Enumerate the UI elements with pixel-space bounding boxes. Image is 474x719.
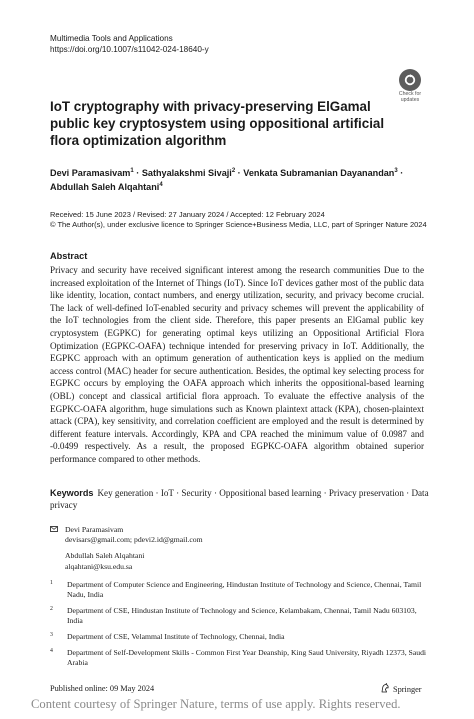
contact-name: Devi Paramasivam	[65, 525, 124, 534]
contact-email[interactable]: alqahtani@ksu.edu.sa	[65, 561, 133, 571]
affiliation-number: 4	[50, 648, 53, 654]
badge-line-1: Check for	[398, 91, 422, 97]
author-separator: ·	[235, 168, 244, 179]
author[interactable]: Abdullah Saleh Alqahtani$^4$	[50, 182, 163, 193]
abstract-text: Privacy and security have received significant interest among the research communities Due to the increased exploitation of the Internet of Things (IoT). Since IoT devices gather most of the public data like identity, location, contact numbers, and energy utilization, security, and privacy become crucial. The lack of well-defined IoT-enabled security and privacy schemes will prevent the applicability of the IoT technologies from the client side. Therefore, this paper presents an ElGamal public key cryptosystem (EGPKC) for generating optimal keys utilizing an Oppositional Artificial Flora Optimization (EGPKC-OAFA) technique intended for preserving privacy in IoT. Additionally, the EGPKC approach with an optimum generation of authentication keys is applied on the medium access control (MAC) header for secure authentication. Besides, the optimal key selecting process for EGPKC occurs by employing the OAFA approach which inherits the oppositional-based learning (OBL) concept and classical artificial flora approach. To evaluate the effective analysis of the EGPKC-OAFA algorithm, huge simulations such as Known plaintext attack (KPA), chosen-plaintext attack (CPA), key sensitivity, and correlation coefficient are employed and the result is determined by different feature intervals. Accordingly, KPA and CPA reached the minimum value of 0.0987 and -0.0499 respectively. As a result, the proposed EGPKC-OAFA algorithm obtained superior performance compared to other methods.	[50, 265, 424, 464]
doi-link[interactable]: https://doi.org/10.1007/s11042-024-18640-y	[50, 45, 209, 54]
keywords-list: Key generation · IoT · Security · Oppositional based learning · Privacy preservation · Data privacy	[50, 488, 429, 511]
author[interactable]: Sathyalakshmi Sivaji$^2$	[141, 168, 236, 179]
springer-horse-icon	[380, 683, 390, 695]
affiliation	[50, 632, 430, 642]
author[interactable]: Devi Paramasivam$^1$	[50, 168, 134, 179]
journal-header	[50, 33, 209, 55]
keywords-section	[50, 487, 430, 512]
badge-line-2: updates	[400, 96, 420, 103]
article-history: Received: 15 June 2023 / Revised: 27 January 2024 / Accepted: 12 February 2024	[50, 210, 325, 219]
journal-name: Multimedia Tools and Applications	[50, 34, 173, 43]
contact-email[interactable]: devisars@gmail.com; pdevi2.id@gmail.com	[65, 535, 203, 545]
author-separator: ·	[397, 168, 404, 179]
abstract-heading: Abstract	[50, 251, 88, 261]
refresh-icon	[399, 69, 421, 91]
copyright-notice: © The Author(s), under exclusive licence to Springer Science+Business Media, LLC, part of Springer Nature 2024	[50, 220, 427, 230]
check-for-updates-badge[interactable]	[393, 69, 427, 103]
springer-logo	[380, 683, 422, 695]
courtesy-watermark: Content courtesy of Springer Nature, terms of use apply. Rights reserved.	[31, 697, 401, 711]
envelope-icon	[50, 526, 58, 532]
keywords-heading: Keywords	[50, 488, 94, 498]
contact-name: Abdullah Saleh Alqahtani	[65, 551, 145, 561]
article-dates	[50, 210, 450, 231]
author[interactable]: Venkata Subramanian Dayanandan$^3$	[243, 168, 398, 179]
affiliation-text: Department of Self-Development Skills - Common First Year Deanship, King Saud University, Riyadh 12373, Saudi Arabia	[67, 648, 427, 668]
affiliation	[50, 580, 430, 600]
author-separator: ·	[133, 168, 142, 179]
affiliation-number: 1	[50, 580, 53, 586]
affiliation-text: Department of CSE, Hindustan Institute of Technology and Science, Kelambakam, Chennai, Tamil Nadu 603103, India	[67, 606, 417, 626]
published-date: Published online: 09 May 2024	[50, 684, 155, 693]
affiliation-number: 2	[50, 606, 53, 612]
author-list	[50, 165, 430, 193]
affiliation-number: 3	[50, 632, 53, 638]
correspondence-block	[50, 525, 203, 572]
publisher-name: Springer	[393, 684, 422, 694]
affiliation-text: Department of Computer Science and Engineering, Hindustan Institute of Technology and Science, Chennai, Tamil Nadu, India	[67, 580, 422, 600]
affiliation-text: Department of CSE, Velammal Institute of Technology, Chennai, India	[67, 632, 285, 641]
affiliation	[50, 648, 430, 668]
affiliation	[50, 606, 430, 626]
paper-title: IoT cryptography with privacy-preserving ElGamal public key cryptosystem using oppositional artificial flora optimization algorithm	[50, 99, 385, 148]
